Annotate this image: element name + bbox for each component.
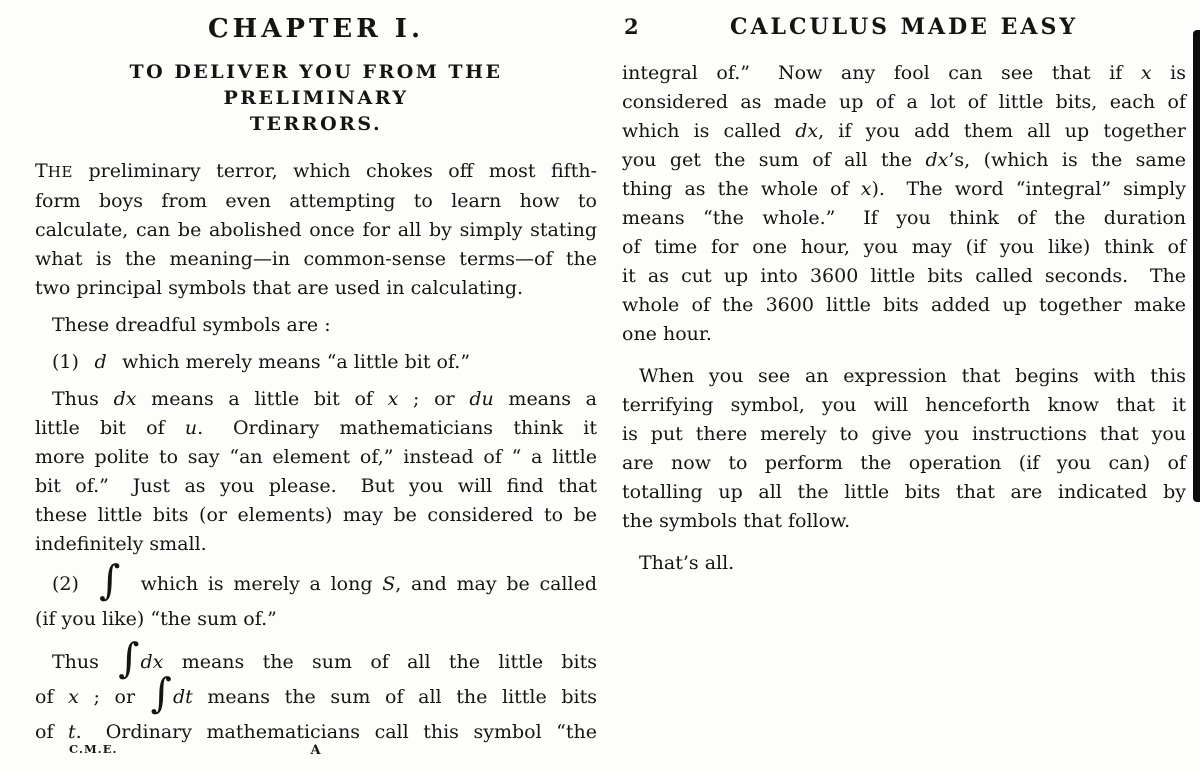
paragraph [35, 348, 597, 377]
text-line: indefinitely small. [35, 533, 207, 555]
paragraph [622, 59, 1186, 349]
paragraph [35, 311, 597, 340]
page-number: 2 [624, 14, 639, 39]
text-line: of t. Ordinary mathematicians call this symbol “the [35, 721, 597, 743]
text-line: thing as the whole of x). The word “integral” simply [622, 178, 1186, 200]
text-line: integral of.” Now any fool can see that if x is [622, 62, 1186, 84]
scan-gutter-artifact [1193, 30, 1200, 502]
text-line: That’s all. [639, 552, 735, 574]
running-head [622, 14, 1186, 42]
text-line: whole of the 3600 little bits added up together make [622, 294, 1186, 316]
text-line: totalling up all the little bits that are indicated by [622, 481, 1186, 503]
text-line: it as cut up into 3600 little bits called seconds. The [622, 265, 1186, 287]
text-line: considered as made up of a lot of little bits, each of [622, 91, 1186, 113]
text-line: (if you like) “the sum of.” [35, 608, 277, 630]
text-line: bit of.” Just as you please. But you will find that [35, 475, 597, 497]
paragraph [35, 385, 597, 559]
text-line: two principal symbols that are used in calculating. [35, 277, 524, 299]
left-page-body [35, 157, 597, 750]
text-line: is put there merely to give you instructions that you [622, 423, 1186, 445]
text-line: more polite to say “an element of,” instead of “ a little [35, 446, 597, 468]
text-line: These dreadful symbols are : [52, 314, 331, 336]
text-line: THE preliminary terror, which chokes off most fifth- [35, 160, 597, 182]
chapter-subtitle-line2: TERRORS. [249, 113, 383, 135]
right-page [622, 0, 1186, 772]
paragraph [35, 157, 597, 303]
integral-sign: ∫ [150, 669, 172, 718]
text-line: of time for one hour, you may (if you like) think of [622, 236, 1186, 258]
chapter-subtitle-line1 [35, 59, 597, 111]
text-line: means “the whole.” If you think of the duration [622, 207, 1186, 229]
signature-mark: C.M.E. [69, 742, 118, 756]
text-line: (2) ∫ which is merely a long S, and may be called [52, 556, 597, 605]
text-line: of x ; or ∫dt means the sum of all the little bits [35, 669, 597, 718]
subtitle-rest: DELIVER YOU FROM THE PRELIMINARY [165, 61, 503, 109]
chapter-subtitle [35, 59, 597, 137]
text-line: the symbols that follow. [622, 510, 851, 532]
text-line: what is the meaning—in common-sense terms—of the [35, 248, 597, 270]
subtitle-bold-word: TO [129, 61, 166, 83]
text-line: these little bits (or elements) may be considered to be [35, 504, 597, 526]
text-line: form boys from even attempting to learn how to [35, 190, 597, 212]
signature-line [35, 742, 597, 758]
right-page-body [622, 59, 1186, 578]
text-line: calculate, can be abolished once for all by simply stating [35, 219, 597, 241]
text-line: are now to perform the operation (if you can) of [622, 452, 1186, 474]
text-line: you get the sum of all the dx’s, (which is the same [622, 149, 1186, 171]
running-title: CALCULUS MADE EASY [729, 14, 1079, 40]
paragraph [622, 549, 1186, 578]
integral-sign: ∫ [99, 556, 121, 605]
text-line: terrifying symbol, you will henceforth know that it [622, 394, 1186, 416]
paragraph [35, 556, 597, 637]
left-page [35, 0, 597, 772]
text-line: (1) d which merely means “a little bit of.” [52, 351, 471, 373]
text-line: Thus ∫dx means the sum of all the little bits [52, 634, 598, 683]
integral-sign: ∫ [118, 634, 140, 683]
chapter-heading: CHAPTER I. [207, 14, 425, 44]
text-line: one hour. [622, 323, 712, 345]
text-line: which is called dx, if you add them all up together [622, 120, 1186, 142]
text-line: little bit of u. Ordinary mathematicians think it [35, 417, 598, 439]
text-line: When you see an expression that begins with this [639, 365, 1186, 387]
text-line: Thus dx means a little bit of x ; or du means a [52, 388, 598, 410]
gathering-letter: A [310, 743, 322, 758]
paragraph [35, 634, 598, 750]
paragraph [622, 362, 1186, 536]
